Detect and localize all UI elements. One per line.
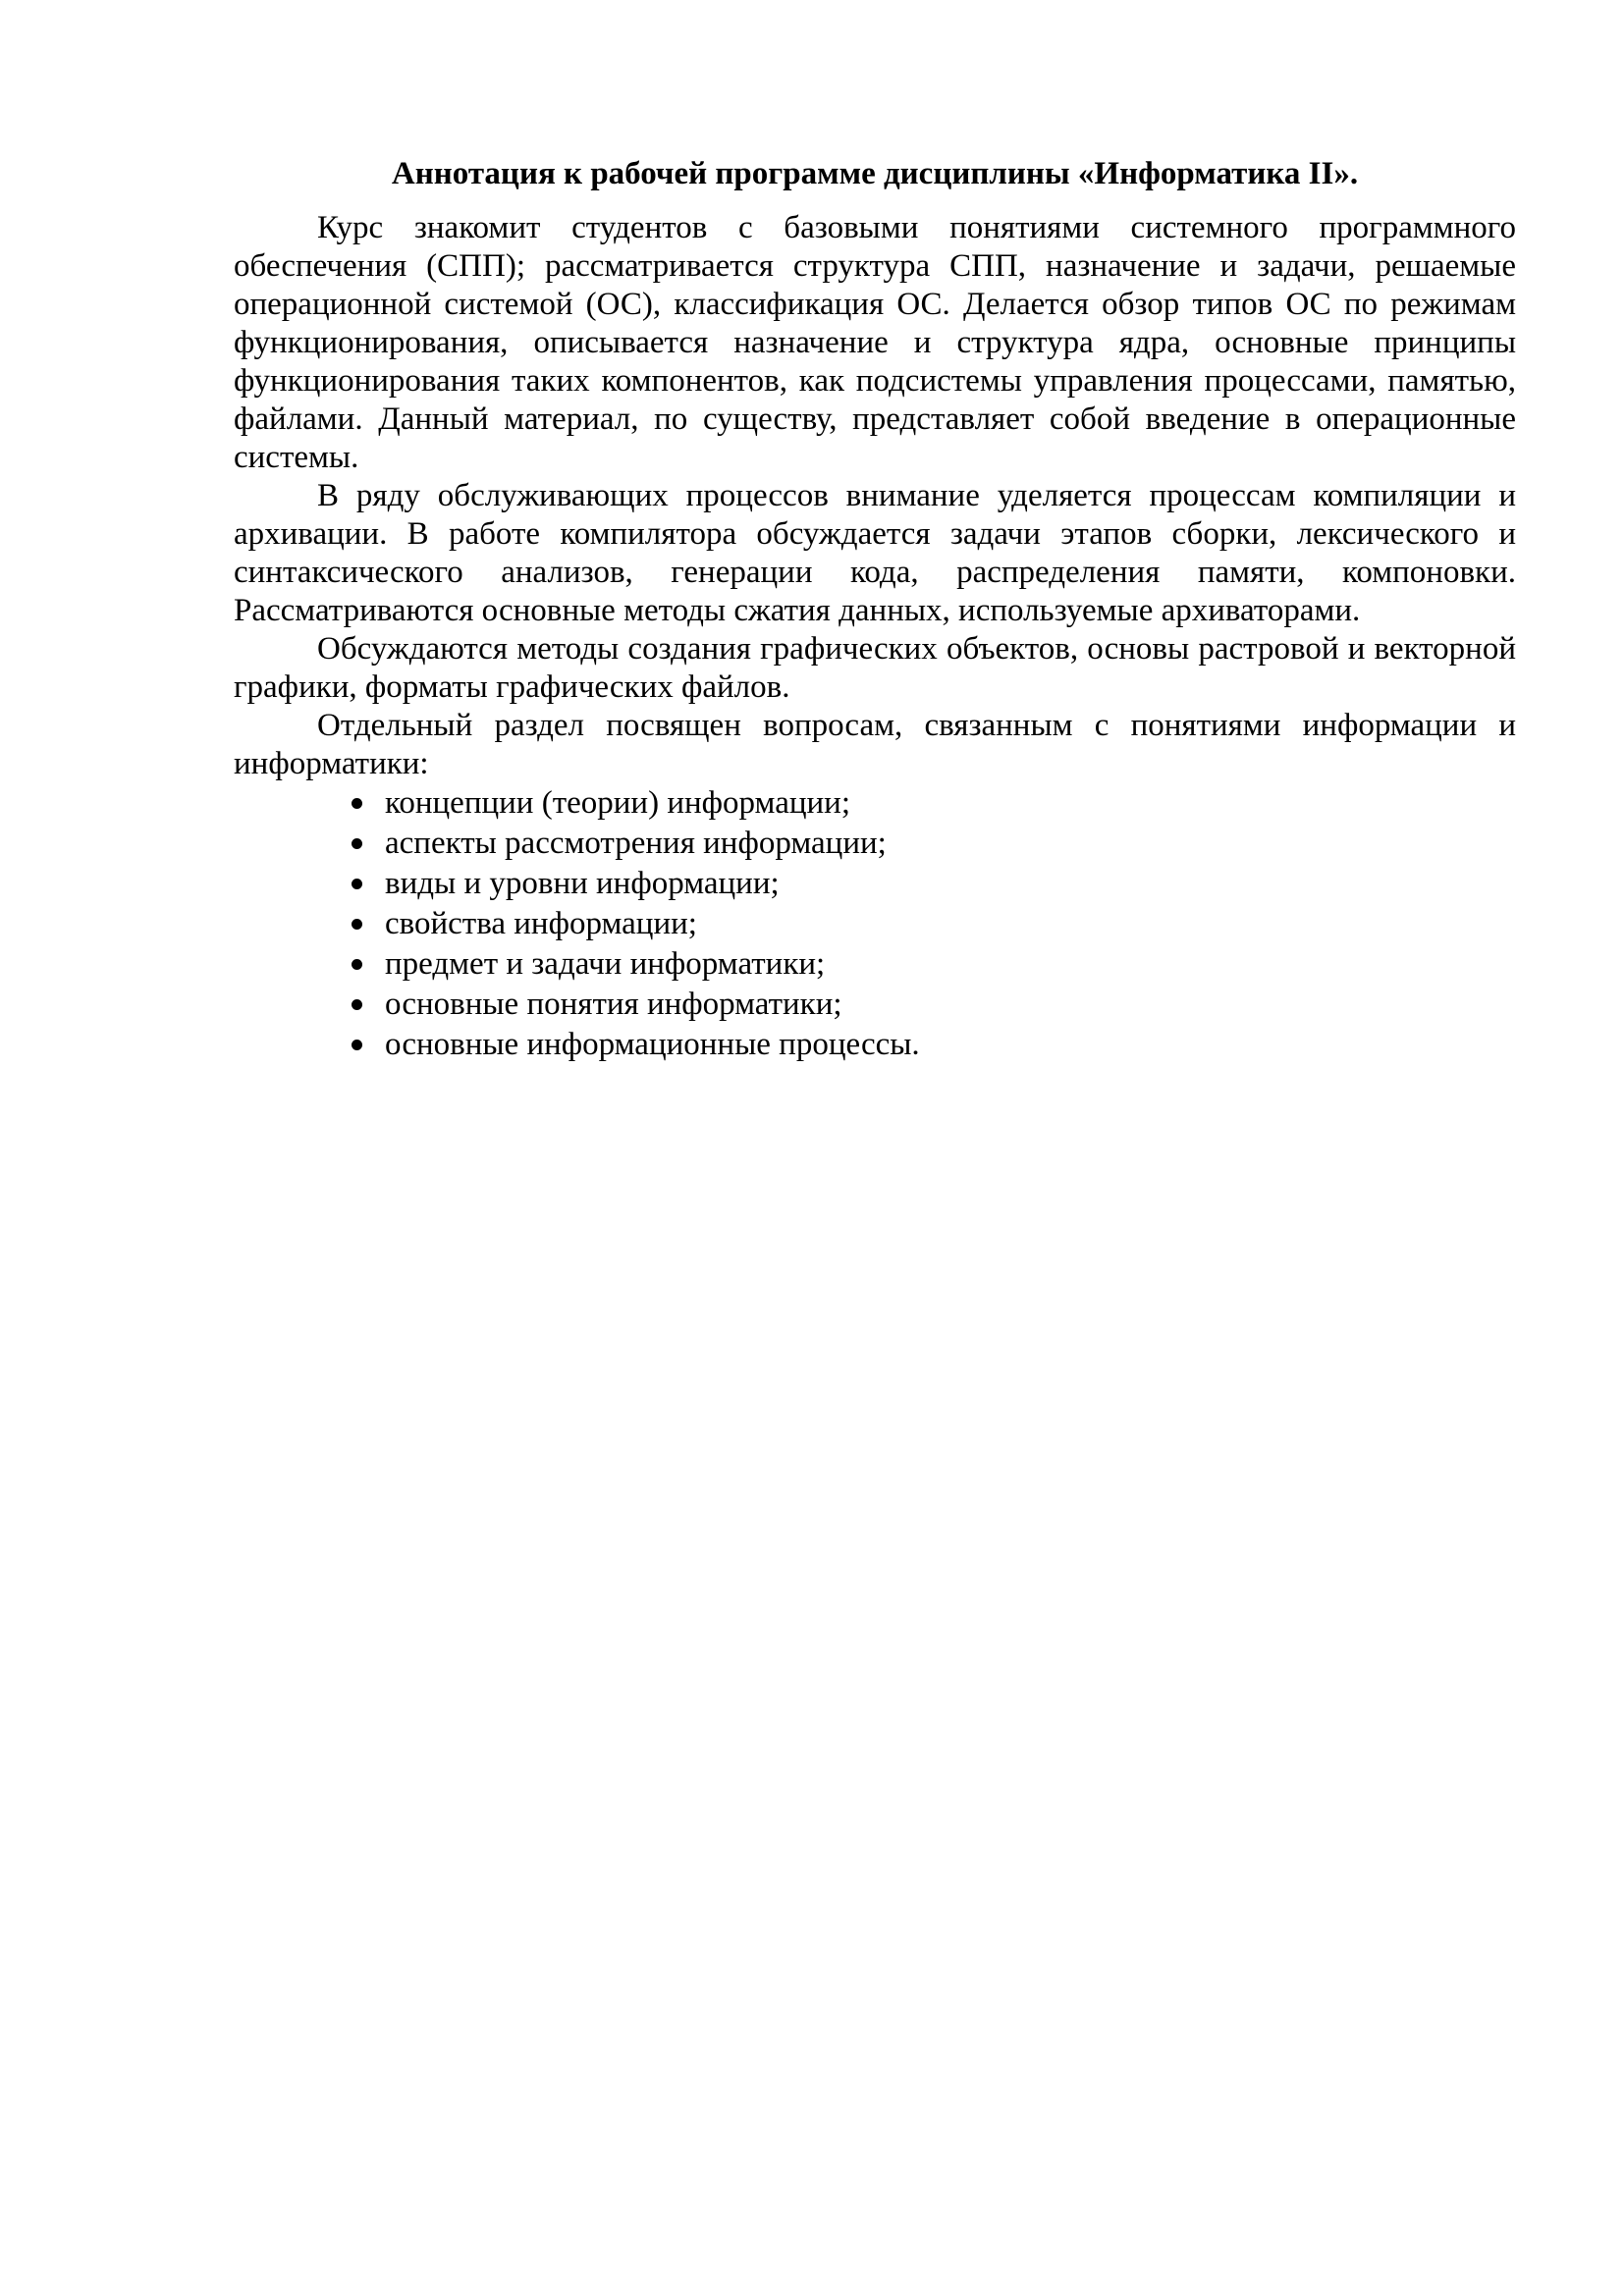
list-item: [350, 944, 1516, 985]
document-title: Аннотация к рабочей программе дисциплины «Информатика II».: [391, 156, 1359, 191]
list-item-text: виды и уровни информации;: [385, 866, 780, 901]
bullet-icon: [352, 798, 362, 809]
bullet-icon: [352, 999, 362, 1010]
list-item-text: предмет и задачи информатики;: [385, 946, 826, 982]
list-item-text: аспекты рассмотрения информации;: [385, 826, 887, 861]
list-item-text: концепции (теории) информации;: [385, 785, 850, 821]
bullet-icon: [352, 838, 362, 849]
topics-list: [234, 783, 1516, 1065]
paragraph-course-intro: Курс знакомит студентов с базовыми понятиями системного программного обеспечения (СПП); рассматривается структура СПП, назначение и задачи, решаемые операционной системой (ОС), классификация ОС. Делается обзор типов ОС по режимам функционирования, описывается назначение и структура ядра, основные принципы функционирования таких компонентов, как подсистемы управления процессами, памятью, файлами. Данный материал, по существу, представляет собой введение в операционные системы.: [234, 210, 1516, 475]
paragraph-compilation-archiving: В ряду обслуживающих процессов внимание уделяется процессам компиляции и архивации. В работе компилятора обсуждается задачи этапов сборки, лексического и синтаксического анализов, генерации кода, распределения памяти, компоновки. Рассматриваются основные методы сжатия данных, используемые архиваторами.: [234, 478, 1516, 628]
document-body: [234, 155, 1516, 1065]
list-item: [350, 864, 1516, 904]
bullet-icon: [352, 1040, 362, 1050]
list-item: [350, 824, 1516, 864]
list-item: [350, 1025, 1516, 1065]
list-item-text: основные информационные процессы.: [385, 1027, 920, 1062]
list-item: [350, 904, 1516, 944]
bullet-icon: [352, 919, 362, 930]
paragraph-graphics: Обсуждаются методы создания графических объектов, основы растровой и векторной графики, форматы графических файлов.: [234, 631, 1516, 705]
bullet-icon: [352, 879, 362, 889]
list-item: [350, 783, 1516, 824]
bullet-icon: [352, 959, 362, 970]
list-item-text: свойства информации;: [385, 906, 697, 941]
list-item: [350, 985, 1516, 1025]
list-item-text: основные понятия информатики;: [385, 987, 842, 1022]
paragraph-information-section: Отдельный раздел посвящен вопросам, связанным с понятиями информации и информатики:: [234, 708, 1516, 781]
